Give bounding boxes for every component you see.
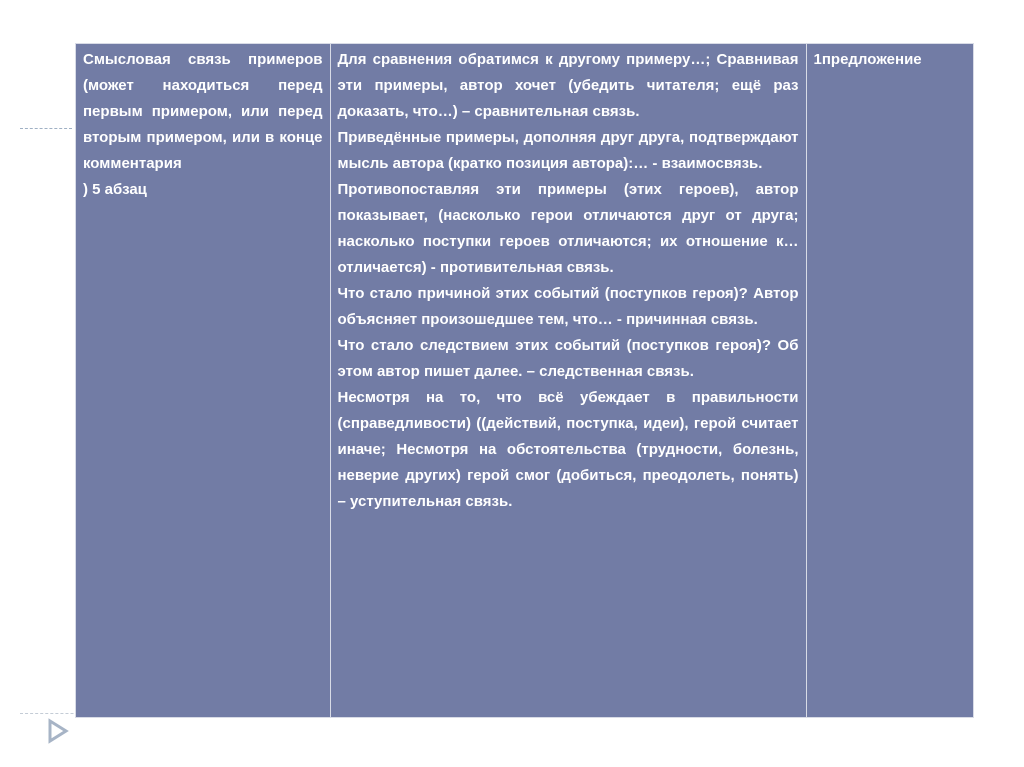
cell-paragraph: Приведённые примеры, дополняя друг друга, подтверждают мысль автора (кратко позиция автора):… - взаимосвязь. (337, 129, 799, 172)
cell-paragraph: ) 5 абзац (83, 181, 147, 198)
cell-paragraph: Смысловая связь примеров (может находиться перед первым примером, или перед вторым примером, или в конце комментария (83, 51, 323, 172)
table-row (76, 44, 973, 717)
table-cell-connection-type (76, 44, 330, 717)
cell-paragraph: Что стало следствием этих событий (поступков героя)? Об этом автор пишет далее. – следственная связь. (337, 337, 799, 380)
triangle-arrow-icon[interactable] (47, 718, 69, 744)
table-cell-examples (330, 44, 806, 717)
content-table (76, 44, 973, 717)
cell-paragraph: Противопоставляя эти примеры (этих героев), автор показывает, (насколько герои отличаются друг от друга; насколько поступки героев отличаются; их отношение к… отличается) - противительная связь. (337, 181, 799, 276)
table-cell-volume (806, 44, 973, 717)
cell-paragraph: Несмотря на то, что всё убеждает в правильности (справедливости) ((действий, поступка, идеи), герой считает иначе; Несмотря на обстоятельства (трудности, болезнь, неверие других) герой смог (добиться, преодолеть, понять) – уступительная связь. (337, 389, 799, 510)
cell-paragraph: 1предложение (813, 51, 922, 68)
decorative-dashed-line-top (20, 128, 72, 129)
content-table-container (75, 43, 974, 718)
cell-paragraph: Что стало причиной этих событий (поступков героя)? Автор объясняет произошедшее тем, что… - причинная связь. (337, 285, 799, 328)
cell-paragraph: Для сравнения обратимся к другому примеру…; Сравнивая эти примеры, автор хочет (убедить читателя; ещё раз доказать, что…) – сравнительная связь. (337, 51, 799, 120)
